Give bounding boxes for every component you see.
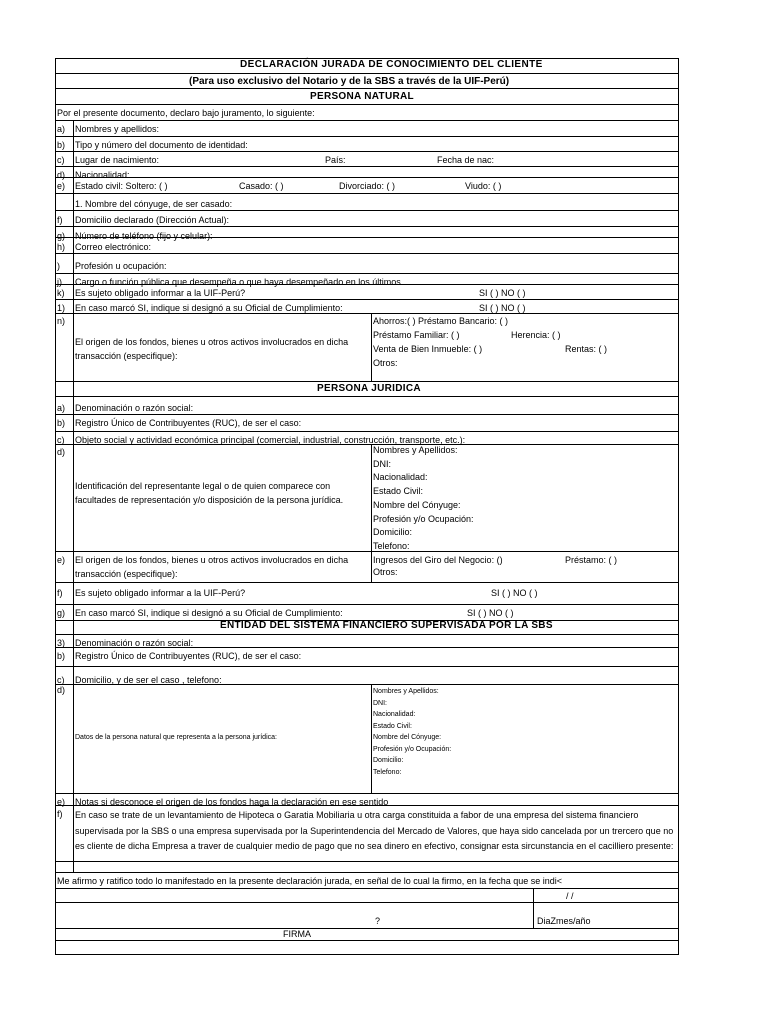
grid-vline-7 (533, 888, 534, 928)
row-letter: h) (57, 242, 66, 252)
row-letter: e) (57, 181, 66, 191)
sujeto-obligado-si-no: SI ( ) NO ( ) (479, 288, 526, 298)
sujeto-obligado-label: Es sujeto obligado informar a la UIF-Perú? (75, 288, 246, 298)
grid-hline-11 (55, 226, 679, 227)
oficial-cumplimiento-juridica-label: En caso marcó SI, indique si designó a su Oficial de Cumplimiento: (75, 608, 343, 618)
representante-field-1: DNI: (373, 458, 391, 469)
row-letter: g) (57, 608, 66, 618)
row-letter: c) (57, 155, 65, 165)
prestamo-familiar-option: Préstamo Familiar: ( ) (373, 330, 460, 340)
entidad-field-6: Domicilio: (373, 757, 404, 764)
divorciado-option: Divorciado: ( ) (339, 181, 396, 191)
grid-vline-1 (678, 58, 679, 955)
representante-legal-label: Identificación del representante legal o de quien comparece con facultades de representación y/o disposición de la persona jurídica. (75, 481, 344, 505)
grid-vline-2 (73, 120, 74, 861)
grid-hline-4 (55, 120, 679, 121)
row-letter: ) (57, 261, 60, 271)
grid-hline-35 (55, 888, 679, 889)
row-letter: d) (57, 685, 66, 695)
estado-civil-label: Estado civil: Soltero: ( ) (75, 181, 168, 191)
representante-field-0: Nombres y Apellidos: (373, 445, 458, 455)
ahorros-option: Ahorros:( ) Préstamo Bancario: ( ) (373, 316, 509, 326)
row-letter: f) (57, 215, 63, 225)
nombres-apellidos-label: Nombres y apellidos: (75, 124, 160, 134)
prestamo-option: Préstamo: ( ) (565, 555, 618, 565)
grid-hline-1 (55, 73, 679, 74)
lugar-nacimiento-label: Lugar de nacimiento: (75, 155, 160, 165)
telefono-label: Número de teléfono (fijo y celular): (75, 231, 213, 241)
venta-inmueble-option: Venta de Bien Inmueble: ( ) (373, 344, 483, 354)
grid-hline-23 (55, 551, 679, 552)
representante-field-7: Telefono: (373, 540, 410, 551)
notas-label: Notas si desconoce el origen de los fondos haga la declaración en ese sentido (75, 797, 389, 807)
correo-label: Correo electrónico: (75, 242, 152, 252)
section-persona-natural: PERSONA NATURAL (310, 91, 414, 102)
grid-hline-5 (55, 136, 679, 137)
representante-field-2: Nacionalidad: (373, 472, 428, 483)
grid-hline-39 (55, 954, 679, 955)
representante-field-4: Nombre del Cónyuge: (373, 499, 461, 510)
entidad-denominacion-label: Denominación o razón social: (75, 638, 194, 648)
representante-field-5: Profesión y/o Ocupación: (373, 513, 474, 524)
pais-label: País: (325, 155, 346, 165)
row-letter: g) (57, 231, 66, 241)
grid-hline-34 (55, 872, 679, 873)
rentas-option: Rentas: ( ) (565, 344, 608, 354)
grid-hline-29 (55, 666, 679, 667)
grid-hline-6 (55, 151, 679, 152)
entidad-field-3: Estado Civil: (373, 722, 412, 730)
grid-hline-18 (55, 381, 679, 382)
grid-hline-36 (55, 902, 679, 903)
levantamiento-hipoteca-text: En caso se trate de un levantamiento de Hipoteca o Garatia Mobiliaria u otra carga constituida a fabor de una empresa del sistema financiero supervisada por la SBS o una empresa supervisada por la Superintendencia del Mercado de Valores, que haya sido cancelada por un trercero que no es cliente de dicha Empresa a traver de cualquier medio de pago que no sea dinero en efectivo, consignar esta sircunstancia en el cacilliero presente: (75, 810, 674, 851)
intro-text: Por el presente documento, declaro bajo juramento, lo siguiente: (57, 108, 315, 118)
row-letter: b) (57, 418, 66, 428)
row-letter: d) (57, 170, 66, 180)
firma-label: FIRMA (283, 929, 311, 939)
grid-hline-31 (55, 793, 679, 794)
origen-fondos-label: El origen de los fondos, bienes u otros activos involucrados en dicha transacción (especifique): (75, 337, 349, 361)
entidad-ruc-label: Registro Único de Contribuyentes (RUC), de ser el caso: (75, 651, 302, 661)
question-mark: ? (375, 916, 381, 926)
grid-hline-9 (55, 193, 679, 194)
oficial-cumplimiento-juridica-si-no: SI ( ) NO ( ) (467, 608, 514, 618)
grid-hline-33 (55, 861, 679, 862)
entidad-field-1: DNI: (373, 699, 387, 707)
otros-label: Otros: (373, 358, 398, 368)
fecha-label: DiaZmes/año (537, 916, 591, 926)
ingresos-giro-option: Ingresos del Giro del Negocio: () (373, 555, 503, 565)
row-letter: e) (57, 555, 66, 565)
objeto-social-label: Objeto social y actividad económica principal (comercial, industrial, construcción, transporte, etc.): (75, 435, 466, 445)
grid-hline-8 (55, 177, 679, 178)
denominacion-label: Denominación o razón social: (75, 403, 194, 413)
origen-fondos-juridica-label: El origen de los fondos, bienes u otros activos involucrados en dicha transacción (especifique): (75, 555, 349, 579)
conyuge-label: 1. Nombre del cónyuge, de ser casado: (75, 199, 233, 209)
sujeto-obligado-juridica-si-no: SI ( ) NO ( ) (491, 588, 538, 598)
declaration-form (55, 58, 679, 955)
oficial-cumplimiento-si-no: SI ( ) NO ( ) (479, 303, 526, 313)
casado-option: Casado: ( ) (239, 181, 284, 191)
row-letter: b) (57, 140, 66, 150)
row-letter: f) (57, 809, 63, 819)
row-letter: k) (57, 288, 65, 298)
herencia-option: Herencia: ( ) (511, 330, 561, 340)
cargo-publico-label: Cargo o función pública que desempeña o que haya desempeñado en los últimos (75, 277, 401, 287)
row-letter: 1) (57, 303, 66, 313)
entidad-field-7: Telefono: (373, 768, 402, 776)
grid-vline-5 (371, 444, 372, 582)
section-entidad-financiera: ENTIDAD DEL SISTEMA FINANCIERO SUPERVISADA POR LA SBS (220, 620, 553, 631)
row-letter: c) (57, 435, 65, 445)
oficial-cumplimiento-label: En caso marcó SI, indique si designó a su Oficial de Cumplimiento: (75, 303, 343, 313)
row-letter: a) (57, 403, 66, 413)
grid-hline-27 (55, 634, 679, 635)
entidad-field-5: Profesión y/o Ocupación: (373, 745, 452, 753)
representante-field-6: Domicilio: (373, 527, 413, 538)
grid-vline-4 (371, 313, 372, 381)
entidad-domicilio-label: Domicilio, y de ser el caso , telefono: (75, 675, 222, 685)
grid-hline-3 (55, 104, 679, 105)
grid-hline-37 (55, 928, 679, 929)
entidad-field-0: Nombres y Apellidos: (373, 688, 439, 695)
grid-vline-0 (55, 58, 56, 955)
grid-vline-3 (73, 861, 74, 872)
grid-hline-25 (55, 604, 679, 605)
grid-hline-2 (55, 88, 679, 89)
section-persona-juridica: PERSONA JURIDICA (317, 383, 421, 394)
grid-vline-6 (371, 684, 372, 793)
grid-hline-16 (55, 299, 679, 300)
row-letter: d) (57, 447, 66, 457)
row-letter: 3) (57, 638, 66, 648)
representante-field-3: Estado Civil: (373, 486, 424, 497)
domicilio-label: Domicilio declarado (Dirección Actual): (75, 215, 230, 225)
ruc-label: Registro Único de Contribuyentes (RUC), de ser el caso: (75, 418, 302, 428)
grid-hline-24 (55, 582, 679, 583)
otros-juridica-label: Otros: (373, 567, 398, 577)
row-letter: a) (57, 124, 66, 134)
viudo-option: Viudo: ( ) (465, 181, 502, 191)
sujeto-obligado-juridica-label: Es sujeto obligado informar a la UIF-Perú? (75, 588, 246, 598)
grid-hline-14 (55, 273, 679, 274)
grid-hline-21 (55, 431, 679, 432)
row-letter: n) (57, 316, 66, 326)
grid-hline-19 (55, 396, 679, 397)
grid-hline-38 (55, 940, 679, 941)
form-subtitle: (Para uso exclusivo del Notario y de la SBS a través de la UIF-Perú) (189, 76, 510, 87)
row-letter: f) (57, 588, 63, 598)
fecha-slashes: / / (566, 891, 574, 901)
nacionalidad-label: Nacionalidad: (75, 170, 130, 180)
grid-hline-7 (55, 166, 679, 167)
row-letter: j) (57, 277, 62, 287)
fecha-nacimiento-label: Fecha de nac: (437, 155, 495, 165)
grid-hline-20 (55, 414, 679, 415)
entidad-representante-label: Datos de la persona natural que representa a la persona jurídica: (75, 734, 277, 741)
entidad-field-2: Nacionalidad: (373, 711, 416, 718)
row-letter: c) (57, 675, 65, 685)
ratificacion-text: Me afirmo y ratifico todo lo manifestado en la presente declaración jurada, en señal de lo cual la firmo, en la fecha que se indi< (57, 876, 563, 886)
grid-hline-10 (55, 210, 679, 211)
row-letter: b) (57, 651, 66, 661)
row-letter: e) (57, 797, 66, 807)
entidad-field-4: Nombre del Cónyuge: (373, 734, 442, 741)
documento-identidad-label: Tipo y número del documento de identidad: (75, 140, 248, 150)
grid-hline-13 (55, 253, 679, 254)
profesion-label: Profesión u ocupación: (75, 261, 167, 271)
form-title: DECLARACIÓN JURADA DE CONOCIMIENTO DEL CLIENTE (240, 59, 543, 70)
